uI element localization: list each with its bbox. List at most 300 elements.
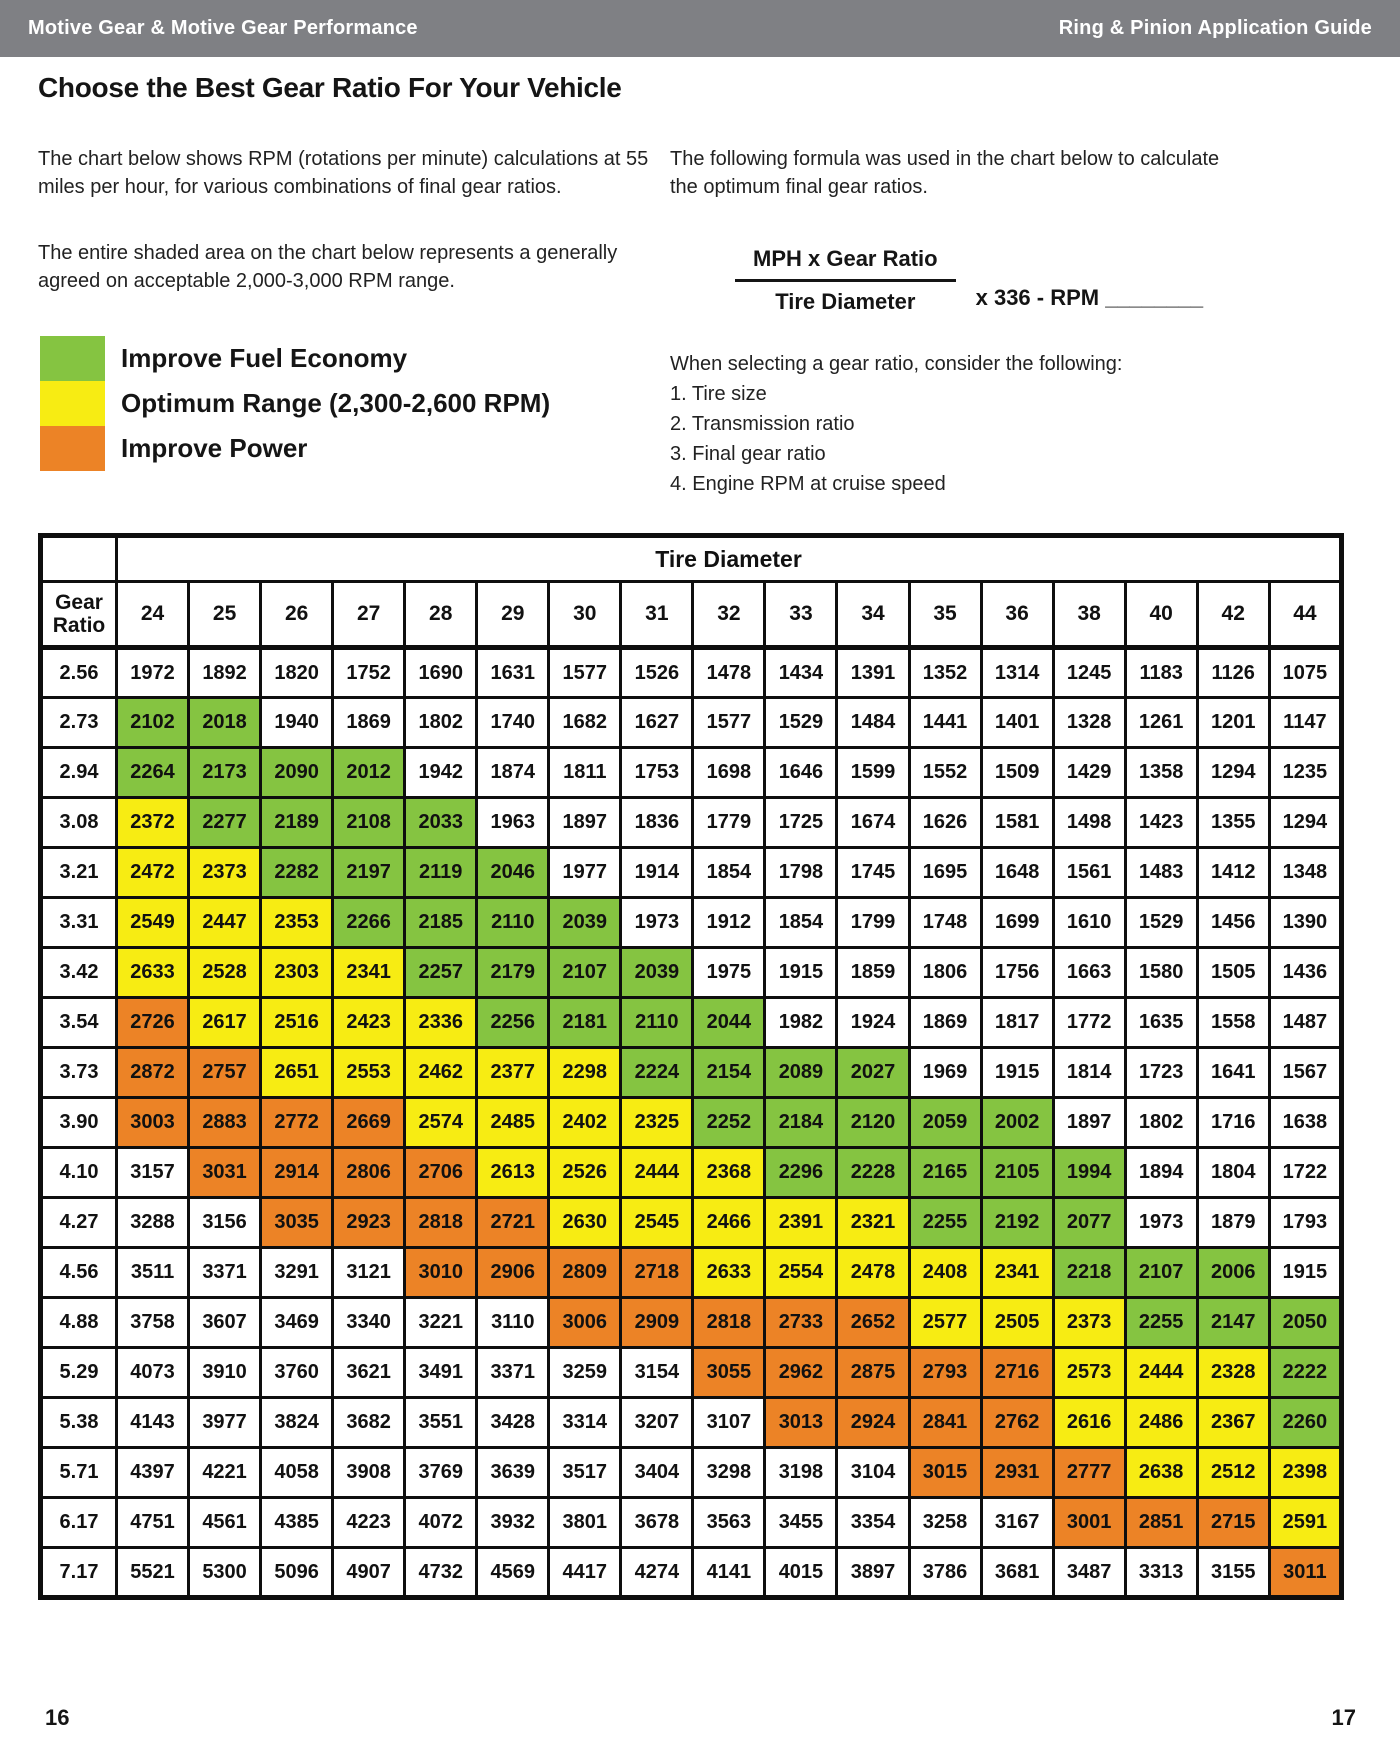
rpm-cell: 4397 <box>117 1448 189 1498</box>
rpm-cell: 1963 <box>477 798 549 848</box>
rpm-cell: 1745 <box>837 848 909 898</box>
rpm-cell: 1802 <box>405 698 477 748</box>
table-row-ratio-2.94 <box>41 748 1342 798</box>
rpm-cell: 2089 <box>765 1048 837 1098</box>
rpm-cell: 3487 <box>1053 1548 1125 1598</box>
rpm-cell: 1804 <box>1197 1148 1269 1198</box>
gear-ratio-cell: 4.88 <box>41 1298 117 1348</box>
rpm-cell: 1126 <box>1197 648 1269 698</box>
rpm-cell: 1526 <box>621 648 693 698</box>
rpm-cell: 1975 <box>693 948 765 998</box>
gear-ratio-cell: 3.90 <box>41 1098 117 1148</box>
rpm-cell: 1716 <box>1197 1098 1269 1148</box>
gear-ratio-cell: 5.38 <box>41 1398 117 1448</box>
tire-diameter-col-36: 36 <box>981 582 1053 648</box>
rpm-cell: 2325 <box>621 1098 693 1148</box>
rpm-cell: 3678 <box>621 1498 693 1548</box>
selection-item-4: 4. Engine RPM at cruise speed <box>670 473 946 495</box>
rpm-cell: 3371 <box>189 1248 261 1298</box>
rpm-cell: 1436 <box>1269 948 1341 998</box>
rpm-cell: 1558 <box>1197 998 1269 1048</box>
rpm-cell: 1663 <box>1053 948 1125 998</box>
rpm-cell: 1817 <box>981 998 1053 1048</box>
rpm-cell: 1498 <box>1053 798 1125 848</box>
table-row-ratio-4.88 <box>41 1298 1342 1348</box>
rpm-cell: 3621 <box>333 1348 405 1398</box>
rpm-cell: 2184 <box>765 1098 837 1148</box>
formula-paragraph: The following formula was used in the chart below to calculate the optimum final gear ratios. <box>670 148 1220 198</box>
rpm-cell: 2372 <box>117 798 189 848</box>
rpm-cell: 2197 <box>333 848 405 898</box>
rpm-cell: 1915 <box>765 948 837 998</box>
rpm-cell: 2577 <box>909 1298 981 1348</box>
rpm-cell: 1294 <box>1197 748 1269 798</box>
rpm-cell: 2486 <box>1125 1398 1197 1448</box>
rpm-cell: 1924 <box>837 998 909 1048</box>
rpm-cell: 2591 <box>1269 1498 1341 1548</box>
table-row-ratio-3.54 <box>41 998 1342 1048</box>
rpm-cell: 1942 <box>405 748 477 798</box>
rpm-cell: 2806 <box>333 1148 405 1198</box>
tire-diameter-col-25: 25 <box>189 582 261 648</box>
rpm-cell: 1314 <box>981 648 1053 698</box>
rpm-cell: 1806 <box>909 948 981 998</box>
header-brand-title: Motive Gear & Motive Gear Performance <box>28 17 418 39</box>
table-row-ratio-4.27 <box>41 1198 1342 1248</box>
rpm-cell: 3298 <box>693 1448 765 1498</box>
rpm-cell: 1648 <box>981 848 1053 898</box>
rpm-cell: 2818 <box>693 1298 765 1348</box>
rpm-cell: 1434 <box>765 648 837 698</box>
rpm-cell: 2923 <box>333 1198 405 1248</box>
rpm-cell: 2721 <box>477 1198 549 1248</box>
orange-swatch <box>40 426 105 471</box>
rpm-cell: 3769 <box>405 1448 477 1498</box>
rpm-cell: 3291 <box>261 1248 333 1298</box>
rpm-cell: 1626 <box>909 798 981 848</box>
rpm-cell: 3517 <box>549 1448 621 1498</box>
table-header-band <box>41 536 1342 582</box>
rpm-cell: 2018 <box>189 698 261 748</box>
rpm-cell: 3607 <box>189 1298 261 1348</box>
rpm-cell: 2192 <box>981 1198 1053 1248</box>
rpm-cell: 2545 <box>621 1198 693 1248</box>
rpm-cell: 1456 <box>1197 898 1269 948</box>
rpm-cell: 3055 <box>693 1348 765 1398</box>
rpm-cell: 1874 <box>477 748 549 798</box>
rpm-cell: 1484 <box>837 698 909 748</box>
rpm-cell: 4561 <box>189 1498 261 1548</box>
legend-item-fuel-economy <box>40 336 550 381</box>
rpm-cell: 3006 <box>549 1298 621 1348</box>
rpm-cell: 2165 <box>909 1148 981 1198</box>
table-row-ratio-3.90 <box>41 1098 1342 1148</box>
rpm-cell: 4751 <box>117 1498 189 1548</box>
rpm-cell: 1912 <box>693 898 765 948</box>
rpm-cell: 1802 <box>1125 1098 1197 1148</box>
rpm-cell: 1897 <box>1053 1098 1125 1148</box>
rpm-cell: 1779 <box>693 798 765 848</box>
rpm-cell: 2718 <box>621 1248 693 1298</box>
rpm-cell: 2793 <box>909 1348 981 1398</box>
rpm-cell: 2189 <box>261 798 333 848</box>
rpm-cell: 3031 <box>189 1148 261 1198</box>
gear-ratio-cell: 4.56 <box>41 1248 117 1298</box>
rpm-cell: 1412 <box>1197 848 1269 898</box>
rpm-cell: 5521 <box>117 1548 189 1598</box>
rpm-cell: 2077 <box>1053 1198 1125 1248</box>
rpm-cell: 2613 <box>477 1148 549 1198</box>
rpm-cell: 1567 <box>1269 1048 1341 1098</box>
rpm-cell: 1509 <box>981 748 1053 798</box>
rpm-cell: 2630 <box>549 1198 621 1248</box>
gear-ratio-header-label: Gear Ratio <box>52 590 106 637</box>
rpm-cell: 1879 <box>1197 1198 1269 1248</box>
rpm-cell: 4143 <box>117 1398 189 1448</box>
rpm-cell: 1814 <box>1053 1048 1125 1098</box>
rpm-cell: 1147 <box>1269 698 1341 748</box>
rpm-cell: 3908 <box>333 1448 405 1498</box>
rpm-cell: 2726 <box>117 998 189 1048</box>
rpm-cell: 1740 <box>477 698 549 748</box>
rpm-cell: 2368 <box>693 1148 765 1198</box>
tire-diameter-group-header: Tire Diameter <box>117 536 1342 582</box>
rpm-cell: 2633 <box>693 1248 765 1298</box>
rpm-cell: 4221 <box>189 1448 261 1498</box>
rpm-cell: 2652 <box>837 1298 909 1348</box>
rpm-cell: 2336 <box>405 998 477 1048</box>
rpm-cell: 2110 <box>477 898 549 948</box>
rpm-cell: 3221 <box>405 1298 477 1348</box>
tire-diameter-col-28: 28 <box>405 582 477 648</box>
rpm-cell: 3314 <box>549 1398 621 1448</box>
rpm-cell: 3110 <box>477 1298 549 1348</box>
rpm-cell: 1599 <box>837 748 909 798</box>
top-header-bar <box>0 0 1400 57</box>
rpm-cell: 1355 <box>1197 798 1269 848</box>
gear-ratio-header <box>41 582 117 648</box>
rpm-cell: 3155 <box>1197 1548 1269 1598</box>
rpm-cell: 1580 <box>1125 948 1197 998</box>
gear-ratio-cell: 3.21 <box>41 848 117 898</box>
formula-suffix: x 336 - RPM ________ <box>975 285 1204 310</box>
rpm-cell: 2638 <box>1125 1448 1197 1498</box>
gear-ratio-cell: 2.73 <box>41 698 117 748</box>
rpm-cell: 1429 <box>1053 748 1125 798</box>
rpm-cell: 2147 <box>1197 1298 1269 1348</box>
rpm-cell: 1793 <box>1269 1198 1341 1248</box>
rpm-cell: 5300 <box>189 1548 261 1598</box>
rpm-cell: 1529 <box>1125 898 1197 948</box>
rpm-cell: 3288 <box>117 1198 189 1248</box>
rpm-cell: 2255 <box>1125 1298 1197 1348</box>
table-row-ratio-4.10 <box>41 1148 1342 1198</box>
selection-item-2: 2. Transmission ratio <box>670 413 855 435</box>
rpm-cell: 3681 <box>981 1548 1053 1598</box>
rpm-cell: 1401 <box>981 698 1053 748</box>
gear-ratio-cell: 3.73 <box>41 1048 117 1098</box>
table-row-ratio-5.71 <box>41 1448 1342 1498</box>
rpm-cell: 1294 <box>1269 798 1341 848</box>
rpm-cell: 2505 <box>981 1298 1053 1348</box>
tire-diameter-col-38: 38 <box>1053 582 1125 648</box>
rpm-cell: 3015 <box>909 1448 981 1498</box>
rpm-cell: 2574 <box>405 1098 477 1148</box>
rpm-cell: 2179 <box>477 948 549 998</box>
rpm-cell: 2444 <box>621 1148 693 1198</box>
rpm-cell: 2716 <box>981 1348 1053 1398</box>
rpm-cell: 1798 <box>765 848 837 898</box>
table-row-ratio-7.17 <box>41 1548 1342 1598</box>
rpm-cell: 1859 <box>837 948 909 998</box>
rpm-cell: 2447 <box>189 898 261 948</box>
rpm-cell: 1328 <box>1053 698 1125 748</box>
rpm-cell: 2553 <box>333 1048 405 1098</box>
yellow-swatch <box>40 381 105 426</box>
rpm-cell: 2516 <box>261 998 333 1048</box>
rpm-cell: 2872 <box>117 1048 189 1098</box>
rpm-cell: 1748 <box>909 898 981 948</box>
rpm-cell: 2651 <box>261 1048 333 1098</box>
tire-diameter-col-32: 32 <box>693 582 765 648</box>
rpm-cell: 2478 <box>837 1248 909 1298</box>
rpm-cell: 1854 <box>693 848 765 898</box>
rpm-cell: 1811 <box>549 748 621 798</box>
tire-diameter-col-34: 34 <box>837 582 909 648</box>
rpm-cell: 3258 <box>909 1498 981 1548</box>
rpm-cell: 1752 <box>333 648 405 698</box>
formula-denominator: Tire Diameter <box>775 289 916 314</box>
table-row-ratio-4.56 <box>41 1248 1342 1298</box>
gear-ratio-formula <box>735 246 1203 315</box>
rpm-cell: 1348 <box>1269 848 1341 898</box>
selection-intro: When selecting a gear ratio, consider the following: <box>670 353 1123 375</box>
rpm-cell: 3897 <box>837 1548 909 1598</box>
rpm-cell: 1695 <box>909 848 981 898</box>
rpm-cell: 1610 <box>1053 898 1125 948</box>
rpm-cell: 3801 <box>549 1498 621 1548</box>
rpm-cell: 1235 <box>1269 748 1341 798</box>
rpm-cell: 1390 <box>1269 898 1341 948</box>
rpm-cell: 3107 <box>693 1398 765 1448</box>
rpm-cell: 2154 <box>693 1048 765 1098</box>
rpm-cell: 2914 <box>261 1148 333 1198</box>
rpm-cell: 1638 <box>1269 1098 1341 1148</box>
rpm-cell: 1722 <box>1269 1148 1341 1198</box>
legend-item-improve-power <box>40 426 550 471</box>
rpm-cell: 4732 <box>405 1548 477 1598</box>
legend-item-optimum-range <box>40 381 550 426</box>
rpm-cell: 1641 <box>1197 1048 1269 1098</box>
tire-diameter-col-44: 44 <box>1269 582 1341 648</box>
gear-ratio-cell: 6.17 <box>41 1498 117 1548</box>
page-title: Choose the Best Gear Ratio For Your Vehicle <box>38 72 622 103</box>
rpm-cell: 2173 <box>189 748 261 798</box>
rpm-cell: 1836 <box>621 798 693 848</box>
gear-ratio-cell: 3.31 <box>41 898 117 948</box>
tire-diameter-col-30: 30 <box>549 582 621 648</box>
rpm-cell: 4417 <box>549 1548 621 1598</box>
rpm-cell: 1505 <box>1197 948 1269 998</box>
rpm-cell: 2875 <box>837 1348 909 1398</box>
table-row-ratio-3.21 <box>41 848 1342 898</box>
table-row-ratio-3.42 <box>41 948 1342 998</box>
rpm-cell: 2059 <box>909 1098 981 1148</box>
tire-size-header-row <box>41 582 1342 648</box>
rpm-cell: 3156 <box>189 1198 261 1248</box>
rpm-cell: 2906 <box>477 1248 549 1298</box>
rpm-cell: 2303 <box>261 948 333 998</box>
rpm-cell: 2044 <box>693 998 765 1048</box>
rpm-cell: 3404 <box>621 1448 693 1498</box>
rpm-cell: 2851 <box>1125 1498 1197 1548</box>
rpm-cell: 4223 <box>333 1498 405 1548</box>
rpm-cell: 1627 <box>621 698 693 748</box>
rpm-cell: 2466 <box>693 1198 765 1248</box>
rpm-cell: 1723 <box>1125 1048 1197 1098</box>
tire-diameter-col-40: 40 <box>1125 582 1197 648</box>
intro-paragraph-2: The entire shaded area on the chart below represents a generally agreed on acceptable 2,000-3,000 RPM range. <box>38 242 618 292</box>
rpm-cell: 1201 <box>1197 698 1269 748</box>
rpm-cell: 2282 <box>261 848 333 898</box>
rpm-cell: 1973 <box>1125 1198 1197 1248</box>
rpm-cell: 1982 <box>765 998 837 1048</box>
rpm-cell: 3207 <box>621 1398 693 1448</box>
formula-numerator: MPH x Gear Ratio <box>735 246 956 282</box>
rpm-cell: 2616 <box>1053 1398 1125 1448</box>
rpm-cell: 2367 <box>1197 1398 1269 1448</box>
rpm-cell: 3003 <box>117 1098 189 1148</box>
rpm-cell: 2119 <box>405 848 477 898</box>
rpm-cell: 2472 <box>117 848 189 898</box>
gear-ratio-cell: 3.08 <box>41 798 117 848</box>
rpm-table <box>38 533 1344 1600</box>
rpm-cell: 2257 <box>405 948 477 998</box>
gear-ratio-cell: 5.29 <box>41 1348 117 1398</box>
rpm-cell: 2554 <box>765 1248 837 1298</box>
rpm-cell: 2228 <box>837 1148 909 1198</box>
rpm-cell: 4385 <box>261 1498 333 1548</box>
rpm-cell: 1973 <box>621 898 693 948</box>
rpm-cell: 1682 <box>549 698 621 748</box>
rpm-cell: 2224 <box>621 1048 693 1098</box>
rpm-cell: 3104 <box>837 1448 909 1498</box>
rpm-cell: 2050 <box>1269 1298 1341 1348</box>
selection-checklist <box>670 350 1122 499</box>
rpm-cell: 2006 <box>1197 1248 1269 1298</box>
rpm-cell: 2528 <box>189 948 261 998</box>
rpm-cell: 2181 <box>549 998 621 1048</box>
rpm-cell: 3932 <box>477 1498 549 1548</box>
rpm-cell: 2549 <box>117 898 189 948</box>
rpm-cell: 2715 <box>1197 1498 1269 1548</box>
rpm-cell: 1892 <box>189 648 261 698</box>
rpm-cell: 1977 <box>549 848 621 898</box>
rpm-cell: 1075 <box>1269 648 1341 698</box>
table-row-ratio-3.73 <box>41 1048 1342 1098</box>
rpm-cell: 3682 <box>333 1398 405 1448</box>
rpm-cell: 1699 <box>981 898 1053 948</box>
rpm-cell: 2222 <box>1269 1348 1341 1398</box>
rpm-cell: 3455 <box>765 1498 837 1548</box>
rpm-cell: 2218 <box>1053 1248 1125 1298</box>
rpm-cell: 2328 <box>1197 1348 1269 1398</box>
rpm-cell: 2931 <box>981 1448 1053 1498</box>
rpm-cell: 2841 <box>909 1398 981 1448</box>
rpm-cell: 1261 <box>1125 698 1197 748</box>
rpm-cell: 2185 <box>405 898 477 948</box>
gear-ratio-cell: 4.10 <box>41 1148 117 1198</box>
rpm-cell: 2266 <box>333 898 405 948</box>
rpm-cell: 1674 <box>837 798 909 848</box>
rpm-cell: 1352 <box>909 648 981 698</box>
color-legend <box>40 336 550 471</box>
rpm-cell: 2777 <box>1053 1448 1125 1498</box>
rpm-cell: 2102 <box>117 698 189 748</box>
page-number-right: 17 <box>1331 1705 1356 1730</box>
rpm-cell: 1869 <box>333 698 405 748</box>
rpm-cell: 3977 <box>189 1398 261 1448</box>
rpm-cell: 3259 <box>549 1348 621 1398</box>
rpm-cell: 2296 <box>765 1148 837 1198</box>
rpm-cell: 1487 <box>1269 998 1341 1048</box>
rpm-cell: 2277 <box>189 798 261 848</box>
rpm-cell: 2373 <box>189 848 261 898</box>
rpm-cell: 2408 <box>909 1248 981 1298</box>
green-swatch <box>40 336 105 381</box>
rpm-cell: 1914 <box>621 848 693 898</box>
rpm-cell: 4569 <box>477 1548 549 1598</box>
rpm-cell: 2444 <box>1125 1348 1197 1398</box>
rpm-cell: 3760 <box>261 1348 333 1398</box>
rpm-cell: 1561 <box>1053 848 1125 898</box>
rpm-cell: 1772 <box>1053 998 1125 1048</box>
rpm-cell: 3010 <box>405 1248 477 1298</box>
legend-label: Improve Power <box>121 433 308 463</box>
rpm-cell: 3758 <box>117 1298 189 1348</box>
rpm-cell: 2377 <box>477 1048 549 1098</box>
rpm-cell: 3910 <box>189 1348 261 1398</box>
rpm-cell: 2298 <box>549 1048 621 1098</box>
rpm-cell: 2341 <box>333 948 405 998</box>
page-number-left: 16 <box>45 1705 70 1730</box>
rpm-cell: 3011 <box>1269 1548 1341 1598</box>
tire-diameter-col-27: 27 <box>333 582 405 648</box>
rpm-cell: 2423 <box>333 998 405 1048</box>
table-row-ratio-2.73 <box>41 698 1342 748</box>
rpm-cell: 3824 <box>261 1398 333 1448</box>
rpm-cell: 2617 <box>189 998 261 1048</box>
rpm-cell: 2757 <box>189 1048 261 1098</box>
rpm-cell: 1915 <box>1269 1248 1341 1298</box>
rpm-cell: 2883 <box>189 1098 261 1148</box>
rpm-cell: 3313 <box>1125 1548 1197 1598</box>
rpm-cell: 4058 <box>261 1448 333 1498</box>
rpm-cell: 2033 <box>405 798 477 848</box>
rpm-cell: 3639 <box>477 1448 549 1498</box>
tire-diameter-col-29: 29 <box>477 582 549 648</box>
rpm-cell: 2107 <box>549 948 621 998</box>
rpm-cell: 1799 <box>837 898 909 948</box>
rpm-cell: 1245 <box>1053 648 1125 698</box>
rpm-cell: 2046 <box>477 848 549 898</box>
rpm-cell: 3035 <box>261 1198 333 1248</box>
selection-item-1: 1. Tire size <box>670 383 767 405</box>
rpm-cell: 2526 <box>549 1148 621 1198</box>
rpm-cell: 3198 <box>765 1448 837 1498</box>
rpm-cell: 1577 <box>549 648 621 698</box>
rpm-cell: 2002 <box>981 1098 1053 1148</box>
